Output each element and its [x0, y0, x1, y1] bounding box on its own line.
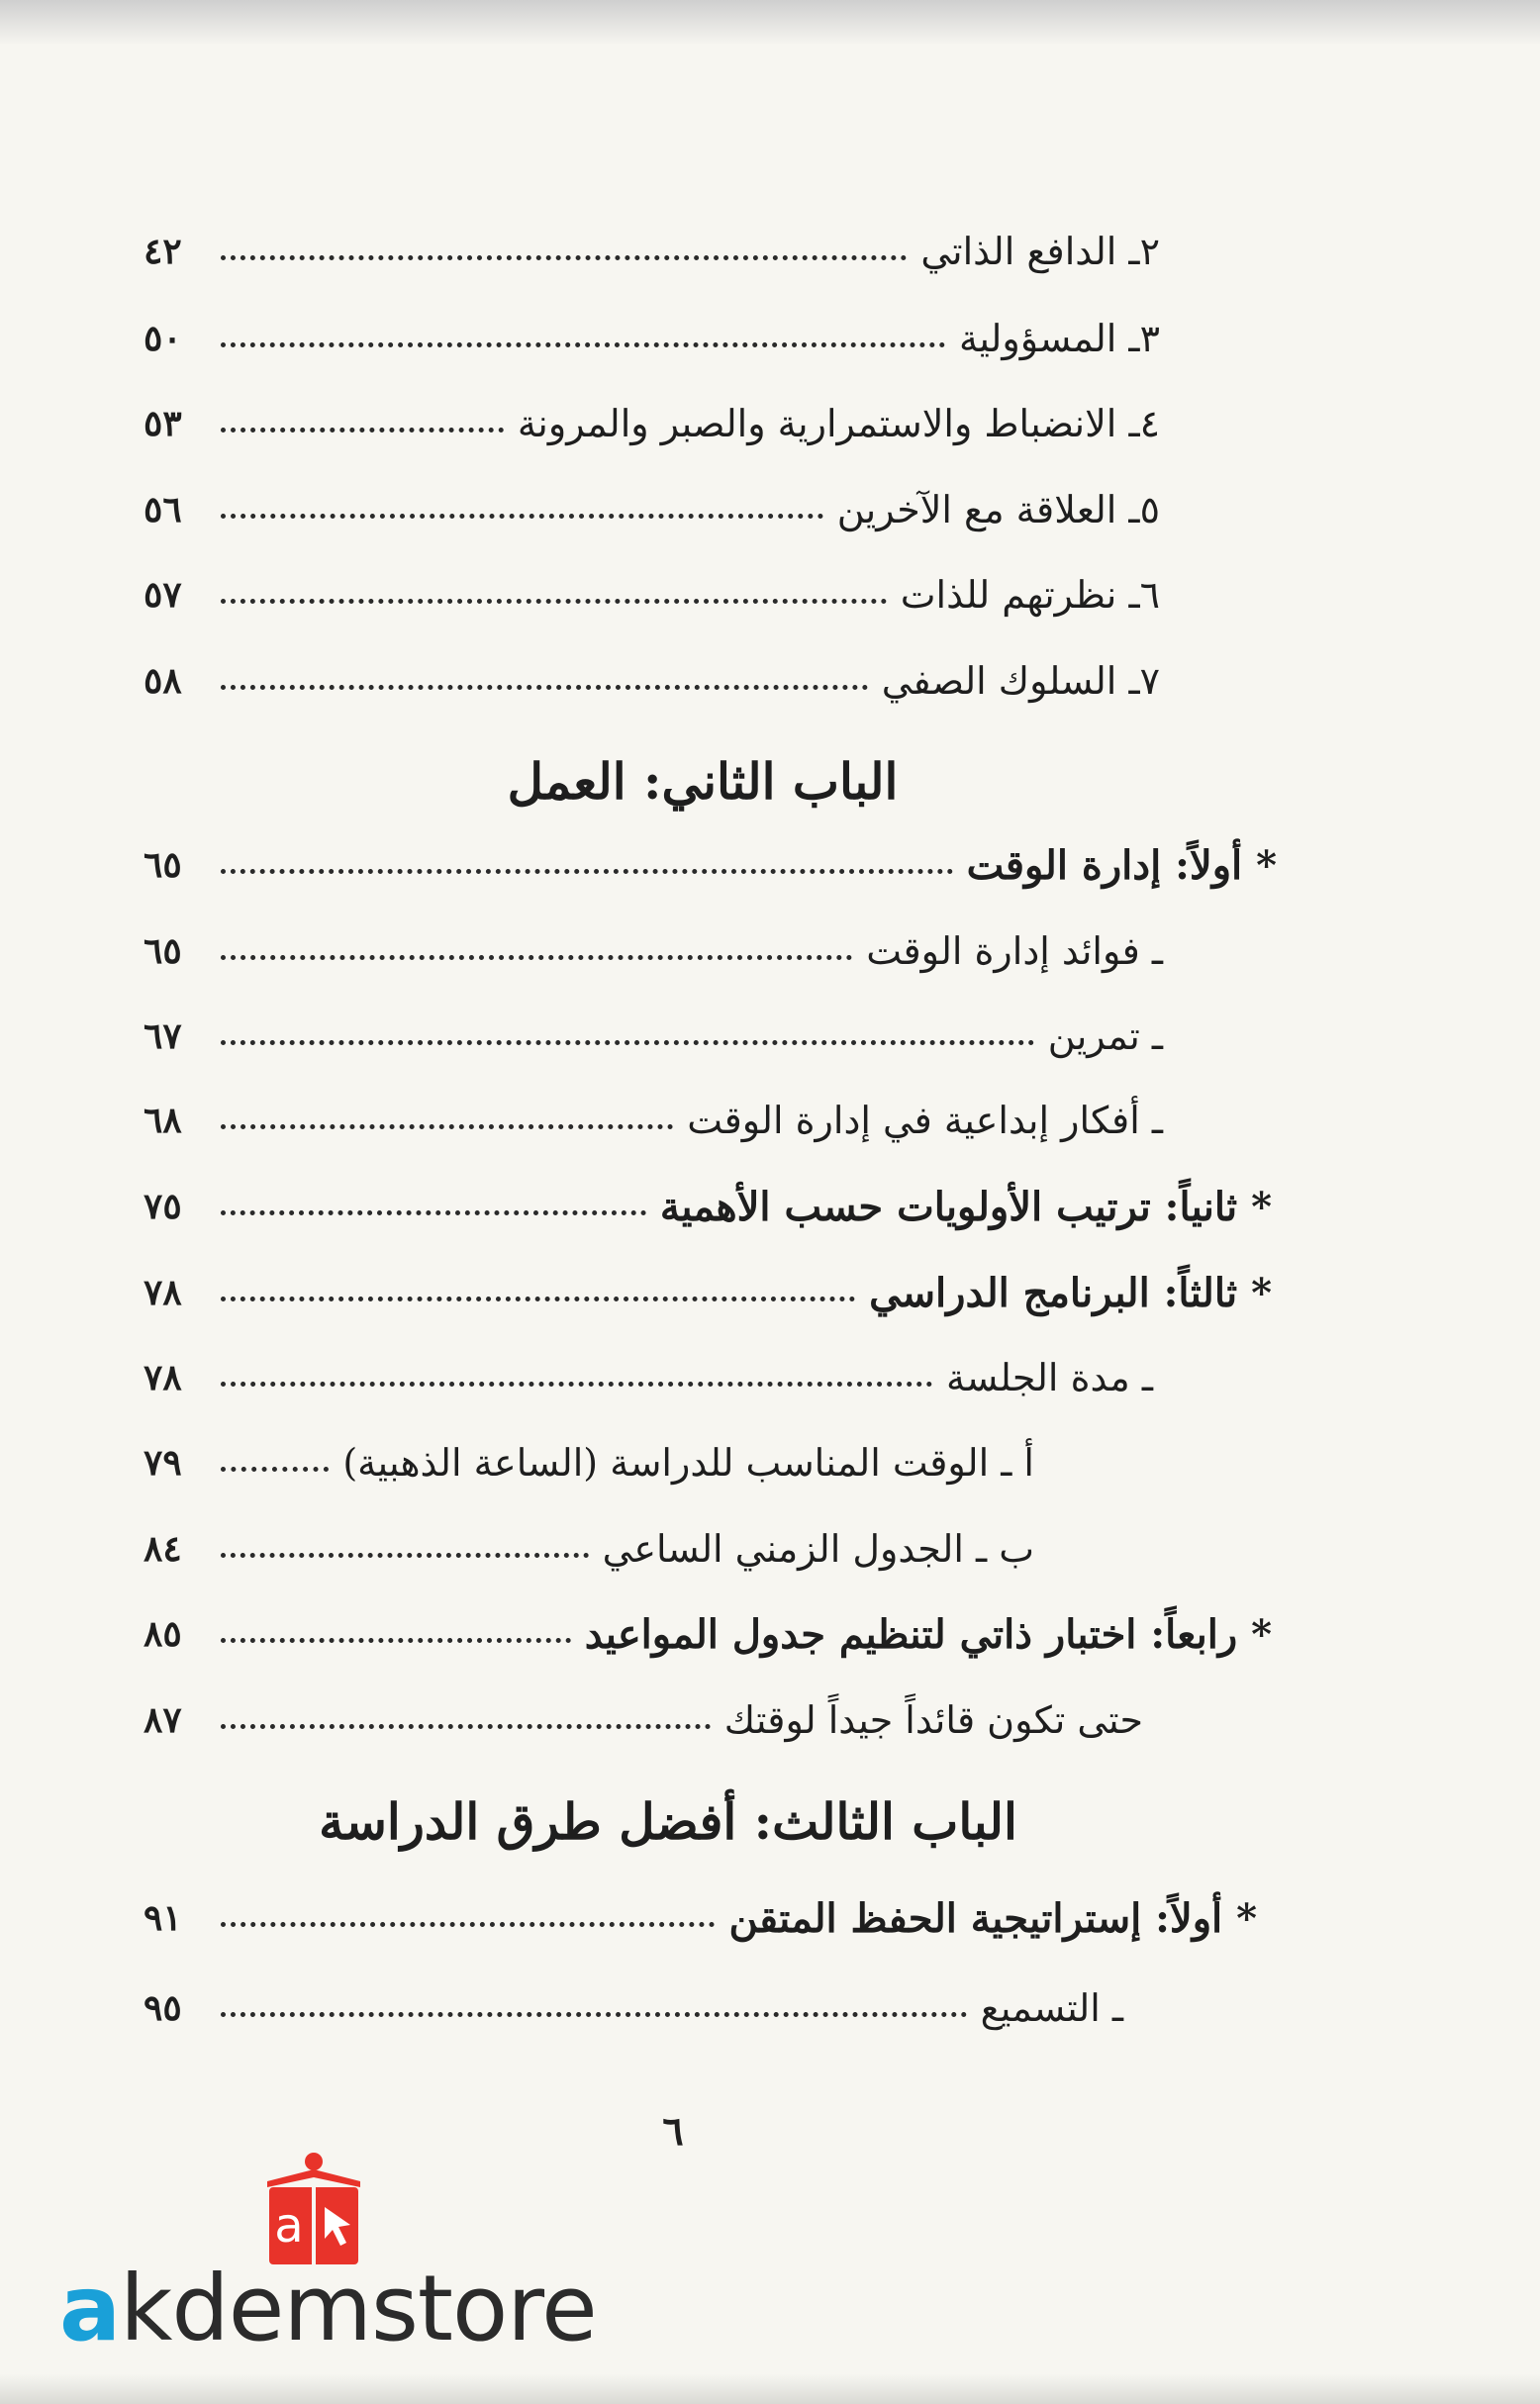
toc-entry-title: ـ التسميع: [980, 1986, 1123, 2030]
section-heading: الباب الثالث: أفضل طرق الدراسة: [319, 1792, 1017, 1851]
toc-entry-title: ـ تمرين: [1047, 1014, 1163, 1058]
dot-leader: [221, 1638, 571, 1643]
dot-leader: [221, 428, 504, 433]
dot-leader: [221, 1297, 855, 1301]
toc-entry: [144, 304, 1160, 373]
toc-entry-page: ٥٠: [144, 318, 182, 359]
toc-entry-title: ٦ـ نظرتهم للذات: [900, 573, 1160, 617]
dot-leader: [221, 1210, 646, 1215]
toc-entry-page: ٥٧: [144, 574, 182, 616]
page-number: ٦: [662, 2108, 684, 2155]
toc-entry-title: ٢ـ الدافع الذاتي: [920, 230, 1160, 273]
toc-entry-page: ٧٩: [144, 1442, 182, 1484]
toc-entry-page: ٥٣: [144, 403, 182, 444]
toc-entry-title: * ثانياً: ترتيب الأولويات حسب الأهمية: [659, 1183, 1272, 1230]
toc-entry: [144, 1086, 1163, 1155]
toc-entry-title: ـ مدة الجلسة: [945, 1356, 1153, 1399]
toc-entry-title: * رابعاً: اختبار ذاتي لتنظيم جدول المواعيد: [584, 1610, 1272, 1658]
toc-entry: [144, 1428, 1034, 1497]
dot-leader: [221, 869, 953, 874]
toc-entry-page: ٩١: [144, 1897, 182, 1939]
toc-entry: [144, 646, 1160, 716]
toc-entry-title: * أولاً: إستراتيجية الحفظ المتقن: [728, 1894, 1257, 1942]
toc-entry: [144, 560, 1160, 629]
dot-leader: [221, 2012, 967, 2017]
toc-entry: [144, 830, 1277, 900]
toc-entry-page: ٤٢: [144, 231, 182, 272]
toc-entry-page: ٧٨: [144, 1357, 182, 1398]
dot-leader: [221, 1040, 1034, 1045]
dot-leader: [221, 342, 945, 347]
toc-entry-page: ٨٧: [144, 1699, 182, 1741]
toc-entry-page: ٦٨: [144, 1100, 182, 1141]
toc-entry-title: حتى تكون قائداً جيداً لوقتك: [723, 1698, 1143, 1742]
toc-entry: [144, 1514, 1034, 1584]
toc-entry-page: ٩٥: [144, 1987, 182, 2029]
toc-entry: [144, 1685, 1143, 1755]
toc-entry-page: ٥٨: [144, 660, 182, 702]
toc-entry: [144, 1002, 1163, 1071]
toc-entry-page: ٦٥: [144, 930, 182, 972]
toc-entry: [144, 389, 1160, 458]
brand-name-rest: kdemstore: [120, 2256, 597, 2361]
toc-entry: [144, 475, 1160, 544]
toc-entry-title: أ ـ الوقت المناسب للدراسة (الساعة الذهبية): [342, 1441, 1034, 1485]
toc-entry: [144, 916, 1163, 986]
toc-entry-title: ـ أفكار إبداعية في إدارة الوقت: [687, 1099, 1163, 1142]
dot-leader: [221, 955, 852, 960]
watermark-brand: [59, 2255, 597, 2363]
toc-entry: [144, 1973, 1123, 2043]
dot-leader: [221, 1382, 932, 1387]
dot-leader: [221, 1553, 589, 1558]
dot-leader: [221, 1724, 711, 1729]
dot-leader: [221, 1922, 715, 1927]
toc-entry-page: ٦٥: [144, 844, 182, 886]
toc-entry: [144, 1343, 1153, 1412]
toc-entry-page: ٧٥: [144, 1186, 182, 1227]
brand-letter-a: a: [59, 2256, 121, 2361]
toc-entry: [144, 1883, 1257, 1953]
toc-entry: [144, 217, 1160, 286]
page-bottom-edge: [0, 2374, 1540, 2404]
dot-leader: [221, 255, 907, 260]
toc-entry-title: ب ـ الجدول الزمني الساعي: [602, 1527, 1034, 1571]
toc-entry-title: ٤ـ الانضباط والاستمرارية والصبر والمرونة: [517, 402, 1160, 445]
dot-leader: [221, 514, 823, 519]
logo-icon-letter: a: [274, 2198, 304, 2254]
toc-entry-page: ٦٧: [144, 1015, 182, 1057]
book-store-logo-icon: [259, 2148, 368, 2266]
toc-entry-page: ٨٥: [144, 1613, 182, 1655]
toc-entry-title: ٥ـ العلاقة مع الآخرين: [836, 488, 1160, 531]
toc-entry: [144, 1599, 1272, 1669]
toc-entry-title: ـ فوائد إدارة الوقت: [866, 929, 1163, 973]
toc-entry-title: * أولاً: إدارة الوقت: [966, 841, 1277, 889]
dot-leader: [221, 1124, 673, 1129]
section-heading: الباب الثاني: العمل: [507, 752, 899, 811]
toc-entry-title: ٧ـ السلوك الصفي: [881, 659, 1160, 703]
toc-entry-title: * ثالثاً: البرنامج الدراسي: [869, 1269, 1272, 1316]
dot-leader: [221, 1467, 329, 1472]
toc-entry-page: ٨٤: [144, 1528, 182, 1570]
toc-entry: [144, 1172, 1272, 1241]
toc-entry-title: ٣ـ المسؤولية: [958, 317, 1160, 360]
toc-entry-page: ٧٨: [144, 1272, 182, 1313]
dot-leader: [221, 599, 887, 604]
dot-leader: [221, 685, 868, 690]
toc-entry: [144, 1258, 1272, 1327]
toc-entry-page: ٥٦: [144, 489, 182, 530]
